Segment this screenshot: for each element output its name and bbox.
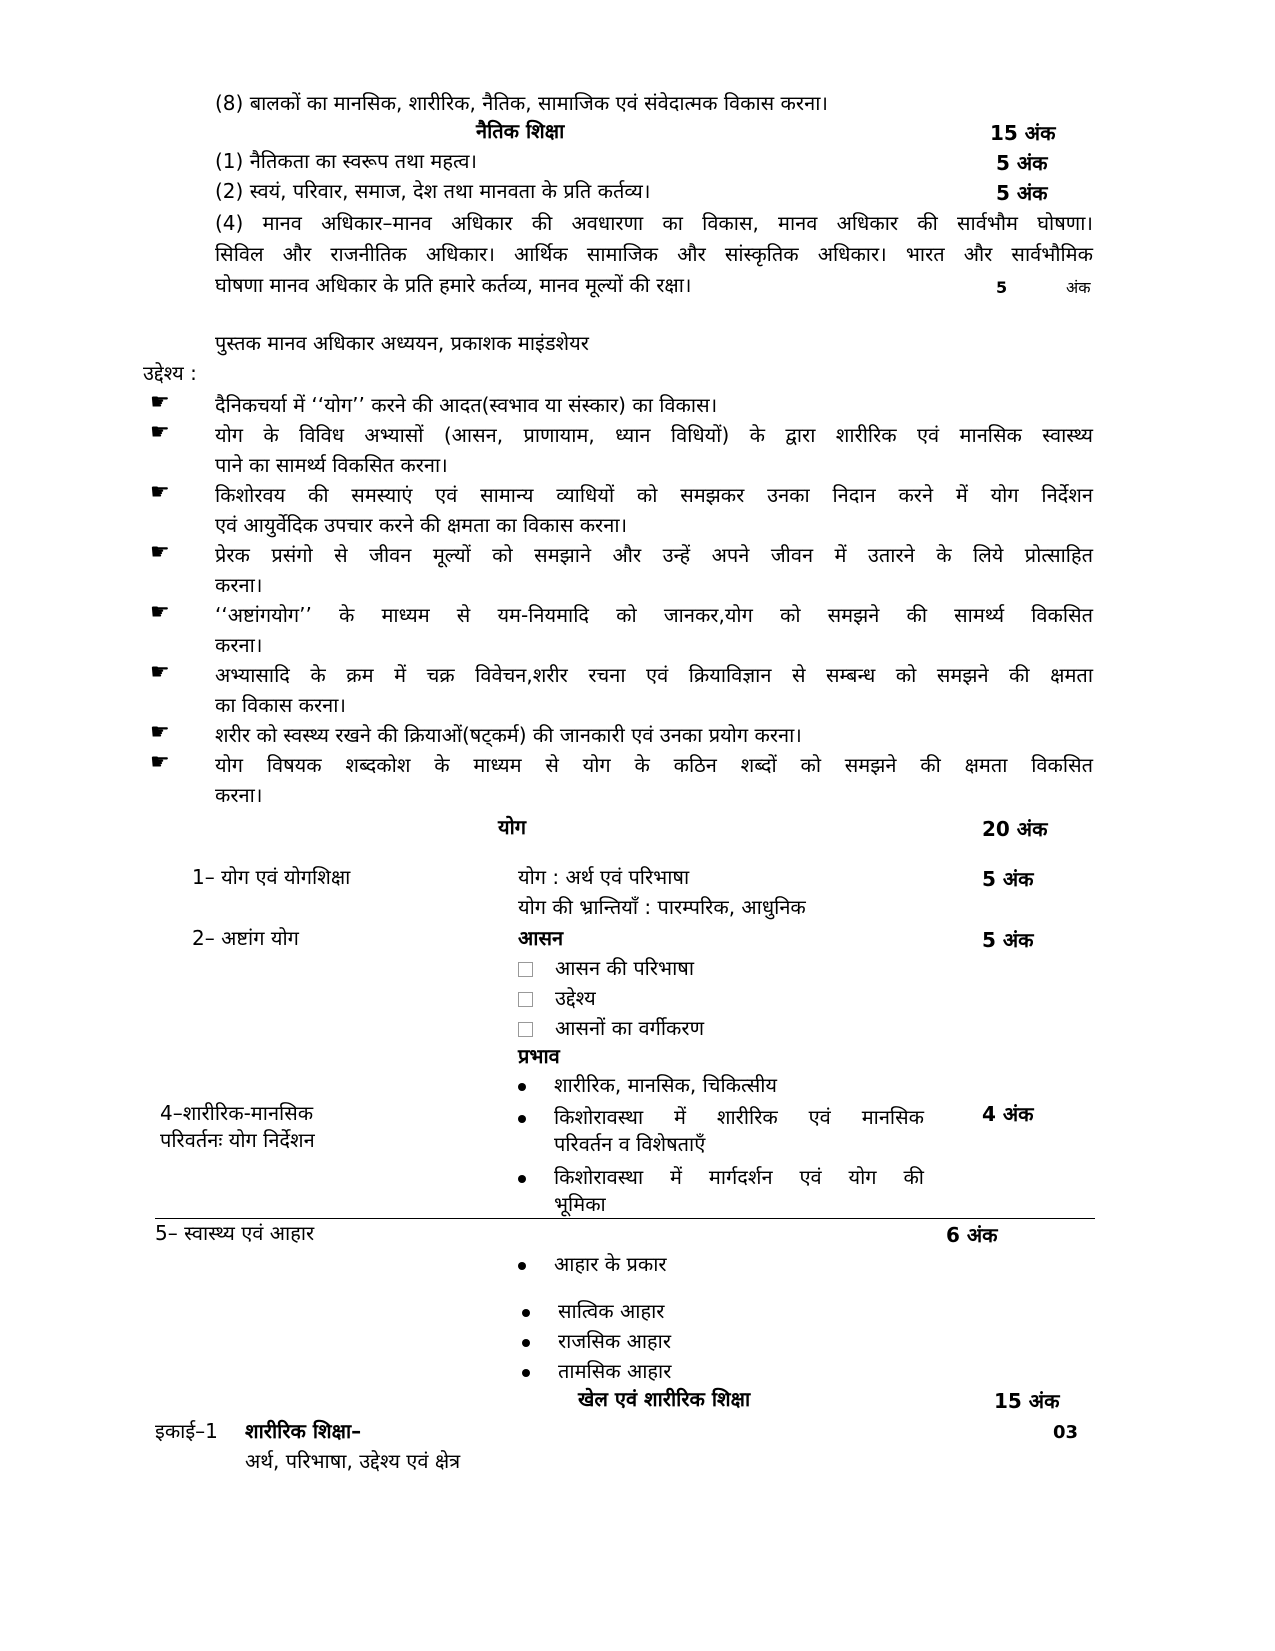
unit-4-item-bullet [518, 1164, 554, 1190]
naitik-item-2-marks: 5 अंक [996, 181, 1048, 205]
pointing-hand-icon: ☛ [150, 390, 170, 415]
yoga-heading: योग [498, 815, 527, 839]
naitik-item-4-marks-num: 5 [996, 278, 1008, 297]
unit-1-title: 1– योग एवं योगशिक्षा [192, 865, 351, 889]
unit-1-marks: 5 अंक [982, 867, 1034, 891]
unit-2-subhead: आसन [518, 926, 564, 950]
unit-5-item [522, 1298, 664, 1324]
khel-unit-label: इकाई–1 [155, 1419, 218, 1443]
unit-5-item-label: तामसिक आहार [558, 1359, 672, 1383]
naitik-item-1-marks: 5 अंक [996, 151, 1048, 175]
objective-item-line: करना। [215, 783, 263, 807]
unit-4-item-2-line-1: किशोरावस्था में मार्गदर्शन एवं योग की [554, 1165, 924, 1189]
pointing-hand-icon: ☛ [150, 750, 170, 775]
unit-5-marks: 6 अंक [946, 1223, 998, 1247]
prabhav-subhead: प्रभाव [518, 1044, 560, 1068]
objective-item-line: करना। [215, 633, 263, 657]
unit-4-item-bullet [518, 1104, 554, 1130]
bullet-dot-icon [518, 1083, 526, 1091]
bullet-dot-icon [522, 1369, 530, 1377]
pointing-hand-icon: ☛ [150, 660, 170, 685]
bullet-dot-icon [518, 1262, 526, 1270]
unit-2-item-label: आसनों का वर्गीकरण [555, 1016, 705, 1040]
unit-5-item-label: सात्विक आहार [558, 1299, 665, 1323]
bullet-dot-icon [522, 1339, 530, 1347]
pointing-hand-icon: ☛ [150, 480, 170, 505]
pointing-hand-icon: ☛ [150, 720, 170, 745]
prabhav-item-label: शारीरिक, मानसिक, चिकित्सीय [554, 1073, 778, 1097]
unit-5-title: 5– स्वास्थ्य एवं आहार [155, 1221, 315, 1245]
objective-item-line: एवं आयुर्वेदिक उपचार करने की क्षमता का विकास करना। [215, 513, 628, 537]
naitik-heading: नैतिक शिक्षा [476, 119, 565, 143]
objective-item-line: योग के विविध अभ्यासों (आसन, प्राणायाम, ध्यान विधियों) के द्वारा शारीरिक एवं मानसिक स्वास्थ्य [215, 423, 1093, 447]
unit-2-item [518, 1015, 704, 1041]
unit-5-item-label: राजसिक आहार [558, 1329, 672, 1353]
khel-heading-marks: 15 अंक [994, 1389, 1060, 1413]
objective-item-line: शरीर को स्वस्थ्य रखने की क्रियाओं(षट्कर्म) की जानकारी एवं उनका प्रयोग करना। [215, 723, 802, 747]
unit-5-item-label: आहार के प्रकार [554, 1252, 667, 1276]
line-8: (8) बालकों का मानसिक, शारीरिक, नैतिक, सामाजिक एवं संवेदात्मक विकास करना। [215, 91, 828, 115]
naitik-item-4-line-1: (4) मानव अधिकार–मानव अधिकार की अवधारणा का विकास, मानव अधिकार की सार्वभौम घोषणा। [215, 211, 1093, 235]
objective-item-line: दैनिकचर्या में ‘‘योग’’ करने की आदत(स्वभाव या संस्कार) का विकास। [215, 393, 718, 417]
bullet-dot-icon [518, 1115, 526, 1123]
prabhav-item [518, 1072, 777, 1098]
unit-4-item-1-line-2: परिवर्तन व विशेषताएँ [554, 1132, 706, 1156]
pointing-hand-icon: ☛ [150, 420, 170, 445]
unit-4-item-1-line-1: किशोरावस्था में शारीरिक एवं मानसिक [554, 1105, 924, 1129]
checkbox-square-icon [518, 1022, 533, 1037]
unit-2-item-label: आसन की परिभाषा [555, 956, 695, 980]
objective-item-line: प्रेरक प्रसंगो से जीवन मूल्यों को समझाने और उन्हें अपने जीवन में उतारने के लिये प्रोत्साहित [215, 543, 1093, 567]
objectives-heading: उद्देश्य : [143, 361, 197, 385]
objective-item-line: ‘‘अष्टांगयोग’’ के माध्यम से यम-नियमादि को जानकर,योग को समझने की सामर्थ्य विकसित [215, 603, 1093, 627]
pointing-hand-icon: ☛ [150, 600, 170, 625]
unit-4-item-2-line-2: भूमिका [554, 1192, 606, 1216]
bullet-dot-icon [518, 1175, 526, 1183]
naitik-item-2: (2) स्वयं, परिवार, समाज, देश तथा मानवता के प्रति कर्तव्य। [215, 179, 651, 203]
objective-item-line: करना। [215, 573, 263, 597]
unit-2-item-label: उद्देश्य [555, 986, 596, 1010]
unit-5-item [522, 1328, 671, 1354]
objective-item-line: पाने का सामर्थ्य विकसित करना। [215, 453, 448, 477]
section-divider [155, 1218, 1095, 1219]
naitik-item-4-line-3: घोषणा मानव अधिकार के प्रति हमारे कर्तव्य, मानव मूल्यों की रक्षा। [215, 273, 692, 297]
naitik-item-4-line-2: सिविल और राजनीतिक अधिकार। आर्थिक सामाजिक और सांस्कृतिक अधिकार। भारत और सार्वभौमिक [215, 242, 1093, 266]
book-reference: पुस्तक मानव अधिकार अध्ययन, प्रकाशक माइंडशेयर [215, 331, 589, 355]
unit-4-title-line-2: परिवर्तनः योग निर्देशन [160, 1128, 315, 1152]
unit-4-marks: 4 अंक [982, 1102, 1034, 1126]
objective-item-line: अभ्यासादि के क्रम में चक्र विवेचन,शरीर रचना एवं क्रियाविज्ञान से सम्बन्ध को समझने की क्षमता [215, 663, 1093, 687]
naitik-heading-marks: 15 अंक [990, 121, 1056, 145]
bullet-dot-icon [522, 1309, 530, 1317]
unit-1-topic-2: योग की भ्रान्तियाँ : पारम्परिक, आधुनिक [518, 895, 806, 919]
objective-item-line: योग विषयक शब्दकोश के माध्यम से योग के कठिन शब्दों को समझने की क्षमता विकसित [215, 753, 1093, 777]
khel-unit-title: शारीरिक शिक्षा– [245, 1419, 362, 1443]
khel-unit-marks: 03 [1053, 1422, 1079, 1443]
unit-2-item [518, 955, 694, 981]
checkbox-square-icon [518, 992, 533, 1007]
unit-2-marks: 5 अंक [982, 928, 1034, 952]
pointing-hand-icon: ☛ [150, 540, 170, 565]
checkbox-square-icon [518, 962, 533, 977]
unit-5-item [522, 1358, 671, 1384]
unit-5-item [518, 1251, 667, 1277]
objective-item-line: किशोरवय की समस्याएं एवं सामान्य व्याधियों को समझकर उनका निदान करने में योग निर्देशन [215, 483, 1093, 507]
unit-2-item [518, 985, 596, 1011]
yoga-heading-marks: 20 अंक [982, 817, 1048, 841]
objective-item-line: का विकास करना। [215, 693, 347, 717]
khel-unit-desc: अर्थ, परिभाषा, उद्देश्य एवं क्षेत्र [245, 1449, 461, 1473]
naitik-item-4-marks-unit: अंक [1066, 278, 1091, 297]
khel-heading: खेल एवं शारीरिक शिक्षा [578, 1387, 751, 1411]
unit-1-topic-1: योग : अर्थ एवं परिभाषा [518, 865, 690, 889]
unit-2-title: 2– अष्टांग योग [192, 926, 299, 950]
unit-4-title-line-1: 4–शारीरिक-मानसिक [160, 1101, 314, 1125]
naitik-item-1: (1) नैतिकता का स्वरूप तथा महत्व। [215, 149, 478, 173]
